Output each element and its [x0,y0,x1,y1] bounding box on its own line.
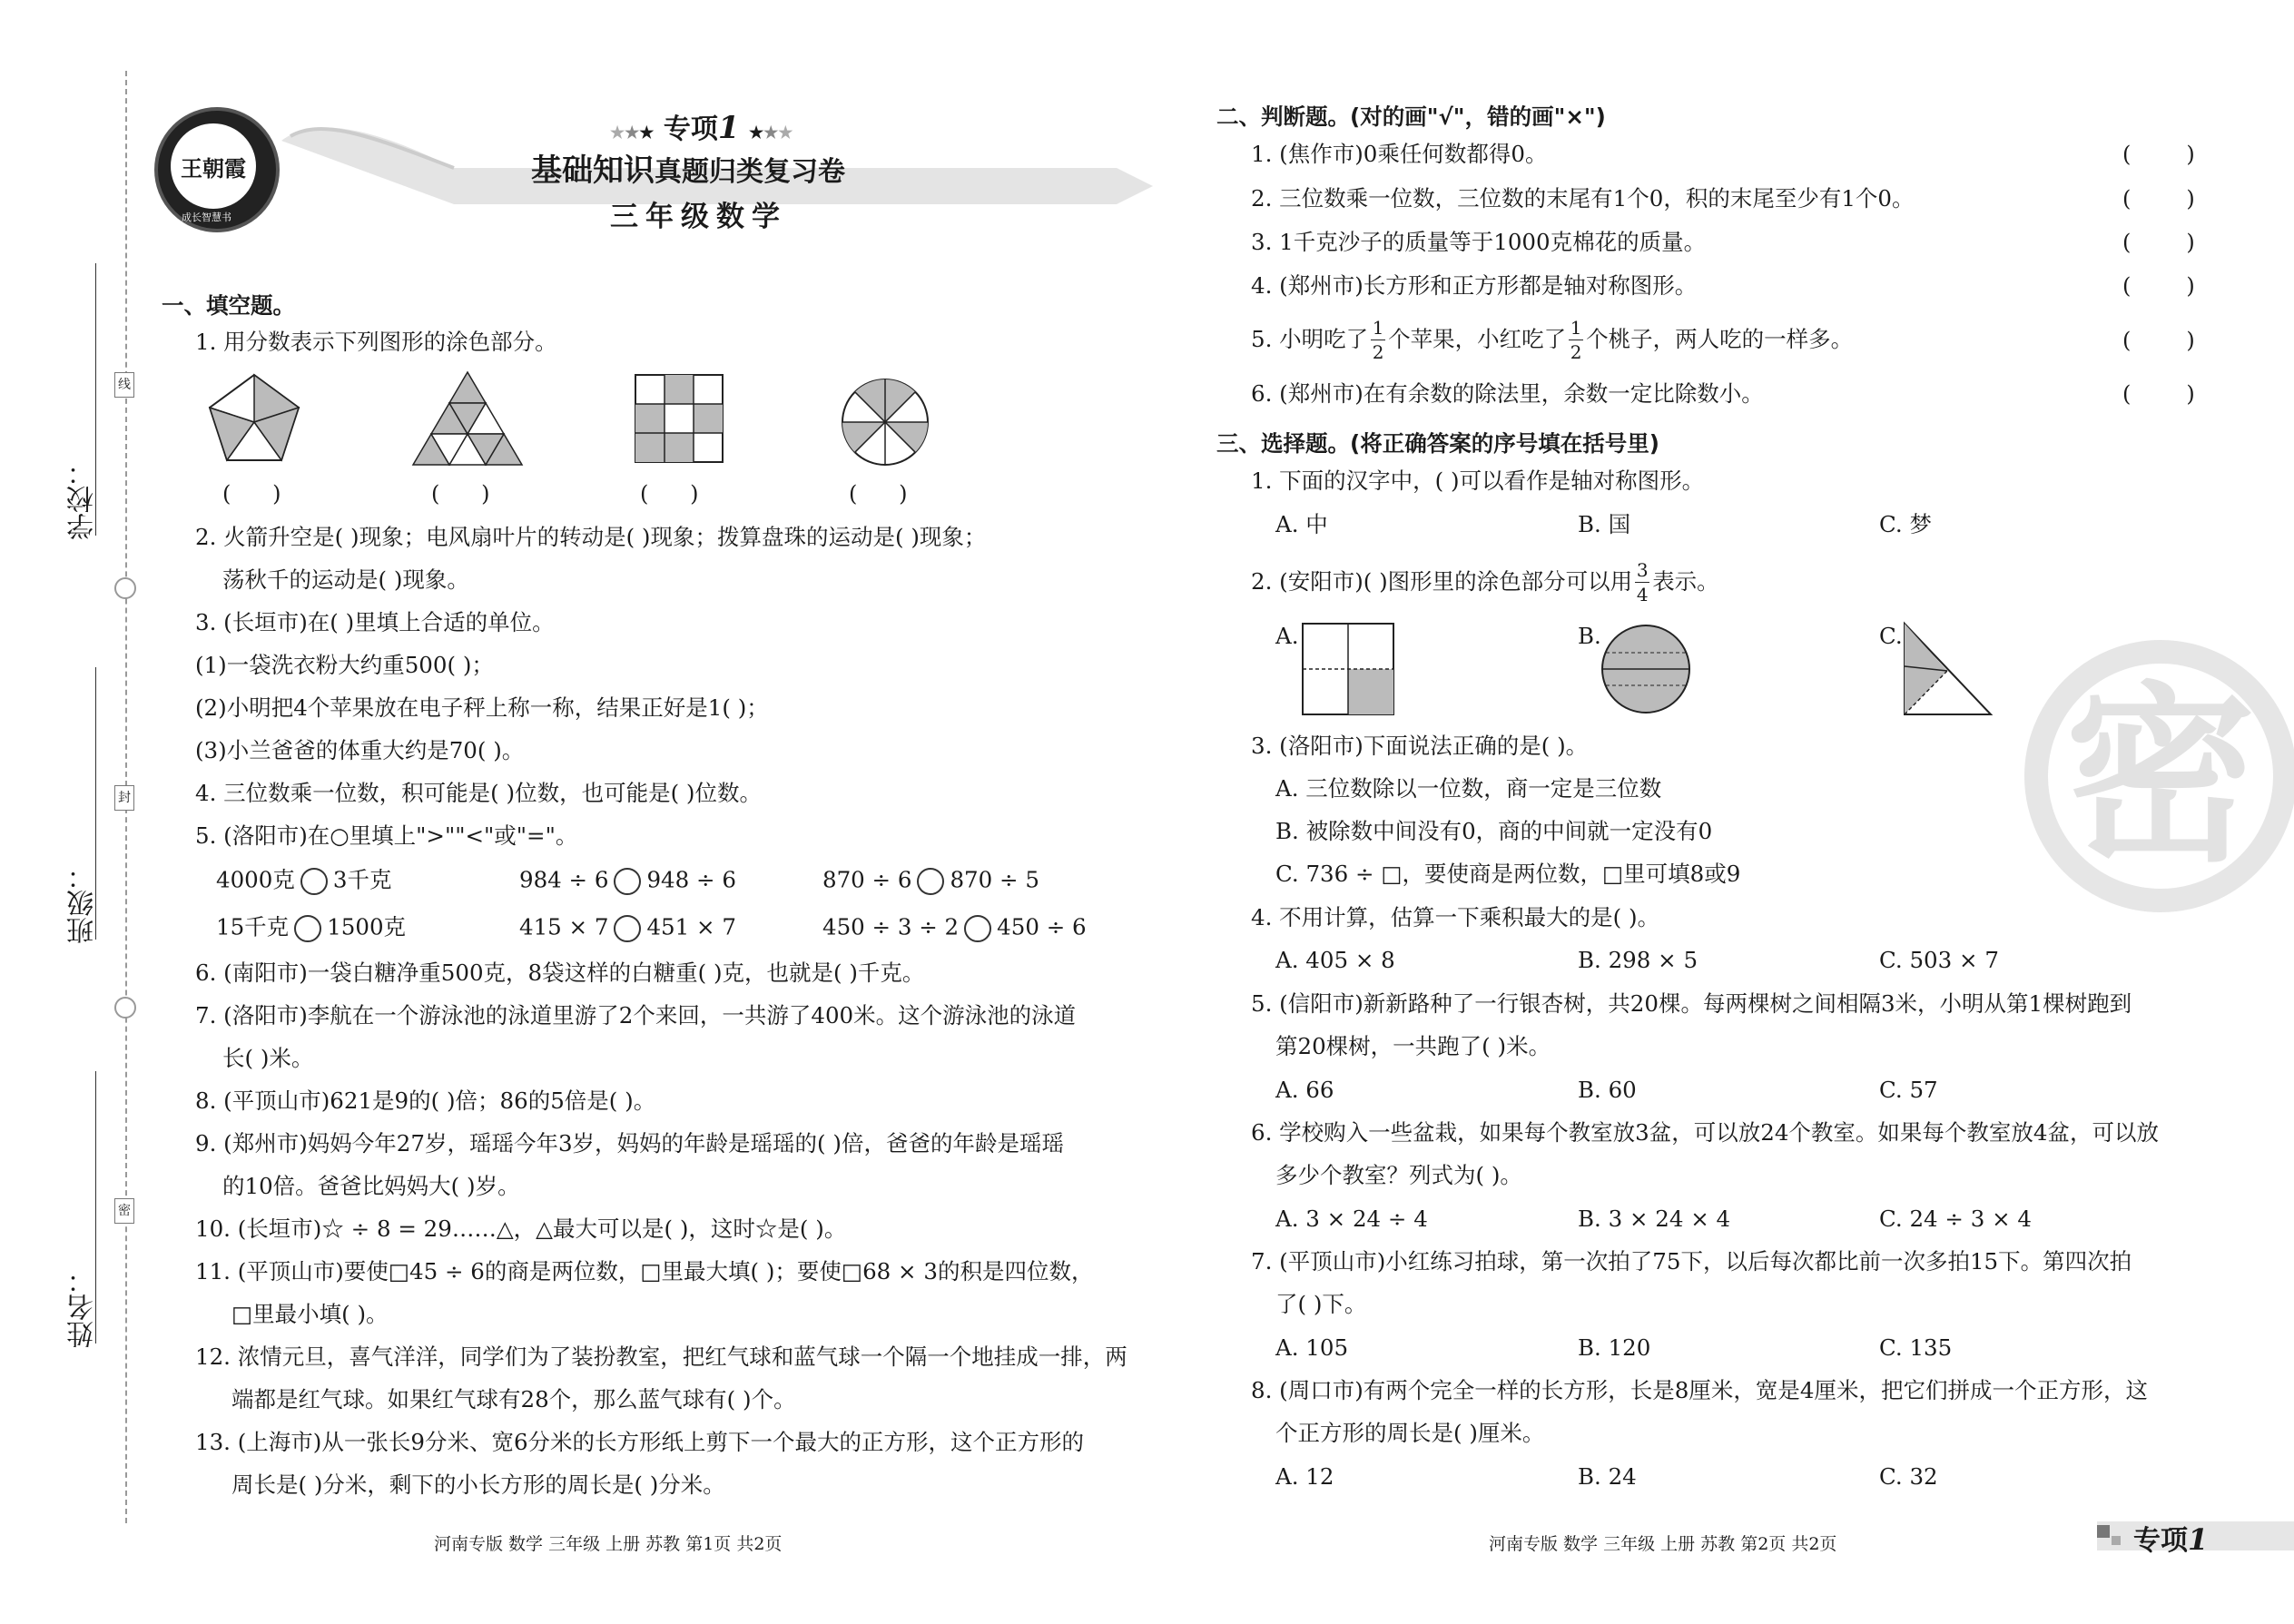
q5-item: 15千克 1500克 [216,915,406,942]
q13-text: 13. (上海市)从一张长9分米、宽6分米的长方形纸上剪下一个最大的正方形，这个正方形的 [195,1429,1085,1455]
section-tab [2133,1518,2208,1558]
c7-text: 7. (平顶山市)小红练习拍球，第一次拍了75下，以后每次都比前一次多拍15下。第四次拍 [1251,1248,2132,1275]
section-choice-heading: 三、选择题。(将正确答案的序号填在括号里) [1216,430,1659,457]
compare-circle[interactable] [964,915,991,942]
c2-option-b[interactable]: B. [1578,623,1601,649]
q5-item: 450 ÷ 3 ÷ 2 450 ÷ 6 [822,915,1087,942]
c1-text: 1. 下面的汉字中，( )可以看作是轴对称图形。 [1251,468,1705,494]
square-quarter-figure [1303,624,1393,714]
left-footer: 河南专版 数学 三年级 上册 苏教 第1页 共2页 [434,1534,783,1554]
logo-inner [171,123,256,209]
q11-text: 11. (平顶山市)要使□45 ÷ 6的商是两位数，□里最大填( )；要使□68 × 3的积是四位数， [195,1258,1094,1284]
q12-text: 12. 浓情元旦，喜气洋洋，同学们为了装扮教室，把红气球和蓝气球一个隔一个地挂成一排，两 [195,1343,1127,1370]
q3-3-text: (3)小兰爸爸的体重大约是70( )。 [195,737,525,763]
q10-text: 10. (长垣市)☆ ÷ 8 = 29……△，△最大可以是( )，这时☆是( )。 [195,1216,847,1242]
special-label: 专项 [663,113,718,145]
compare-circle[interactable] [614,915,641,942]
judge-answer-blank[interactable]: ( ) [2122,328,2195,353]
special-number: 1 [717,110,740,146]
pentagon-figure [210,375,299,460]
binding-knot-icon [114,577,136,599]
q5-item: 4000克 3千克 [216,868,391,895]
c1-option-b[interactable]: B. 国 [1578,511,1631,537]
c3-option-b[interactable]: B. 被除数中间没有0，商的中间就一定没有0 [1275,818,1713,844]
watermark-text: 密 [2064,665,2256,888]
tab-squares-icon [2097,1525,2110,1538]
section-tab-label: 专项 [2133,1525,2188,1557]
c4-option-a[interactable]: A. 405 × 8 [1275,947,1395,973]
c1-option-a[interactable]: A. 中 [1275,511,1328,537]
binding-mark-line: 线 [114,372,134,398]
name-label: 姓名： [67,1266,99,1348]
c5-option-b[interactable]: B. 60 [1578,1077,1637,1103]
c8-text-cont: 个正方形的周长是( )厘米。 [1275,1420,1545,1446]
compare-circle[interactable] [294,915,321,942]
q7-text-cont: 长( )米。 [222,1045,314,1071]
judge-2: 2. 三位数乘一位数，三位数的末尾有1个0，积的末尾至少有1个0。 [1251,185,1915,212]
triangle-split-figure [1905,624,1991,714]
q1-text: 1. 用分数表示下列图形的涂色部分。 [195,329,557,355]
q1-figures [200,368,953,477]
judge-5: 5. 小明吃了 $\frac{1}{2}$ 个苹果，小红吃了 $\frac{1}{2}$ 个桃子，两人吃的一样多。 [1251,317,1854,363]
judge-answer-blank[interactable]: ( ) [2122,230,2195,255]
c2-option-a[interactable]: A. [1275,623,1299,649]
c6-text-cont: 多少个教室？列式为( )。 [1275,1162,1522,1188]
compare-circle[interactable] [614,868,641,895]
c6-text: 6. 学校购入一些盆栽，如果每个教室放3盆，可以放24个教室。如果每个教室放4盆，可以放 [1251,1119,2160,1146]
c4-text: 4. 不用计算，估算一下乘积最大的是( )。 [1251,904,1660,930]
judge-6: 6. (郑州市)在有余数的除法里，余数一定比除数小。 [1251,380,1764,407]
c5-option-c[interactable]: C. 57 [1879,1077,1938,1103]
section-tab-number: 1 [2188,1522,2209,1557]
logo-small-text: 成长智慧书 [182,212,231,223]
c2-option-c[interactable]: C. [1879,623,1903,649]
q9-text-cont: 的10倍。爸爸比妈妈大( )岁。 [222,1173,520,1199]
c6-option-a[interactable]: A. 3 × 24 ÷ 4 [1275,1206,1428,1232]
c4-option-c[interactable]: C. 503 × 7 [1879,947,1999,973]
c5-text: 5. (信阳市)新新路种了一行银杏树，共20棵。每两棵树之间相隔3米，小明从第1棵树跑到 [1251,990,2132,1017]
c7-option-b[interactable]: B. 120 [1578,1334,1651,1361]
c8-option-b[interactable]: B. 24 [1578,1463,1637,1490]
q5-text: 5. (洛阳市)在○里填上">""<"或"="。 [195,822,578,849]
binding-knot-icon [114,997,136,1019]
c5-text-cont: 第20棵树，一共跑了( )米。 [1275,1033,1551,1059]
c2-figures [1298,619,2006,719]
section-fill-heading: 一、填空题。 [162,292,295,319]
c2-text: 2. (安阳市)( )图形里的涂色部分可以用 $\frac{3}{4}$ 表示。 [1251,559,1719,605]
circle-stripes-figure [1602,625,1689,713]
q2-text: 2. 火箭升空是( )现象；电风扇叶片的转动是( )现象；拨算盘珠的运动是( )现象； [195,524,987,550]
c3-text: 3. (洛阳市)下面说法正确的是( )。 [1251,733,1589,759]
q4-text: 4. 三位数乘一位数，积可能是( )位数，也可能是( )位数。 [195,780,762,806]
logo-text: 王朝霞 [181,155,246,182]
q3-1-text: (1)一袋洗衣粉大约重500( )； [195,652,494,678]
c7-option-a[interactable]: A. 105 [1275,1334,1349,1361]
c4-option-b[interactable]: B. 298 × 5 [1578,947,1698,973]
judge-answer-blank[interactable]: ( ) [2122,273,2195,299]
q1-answer-blank[interactable]: ( ) [222,481,281,507]
q3-text: 3. (长垣市)在( )里填上合适的单位。 [195,609,555,635]
q5-item: 984 ÷ 6 948 ÷ 6 [519,868,736,895]
binding-mark-secret: 密 [114,1198,134,1224]
class-label: 班级： [67,862,99,944]
page-title [531,145,845,190]
compare-circle[interactable] [300,868,328,895]
c8-text: 8. (周口市)有两个完全一样的长方形，长是8厘米，宽是4厘米，把它们拼成一个正方形，这 [1251,1377,2148,1403]
star-icon: ★ [625,123,640,143]
q13-text-cont: 周长是( )分米，剩下的小长方形的周长是( )分米。 [231,1471,725,1498]
judge-3: 3. 1千克沙子的质量等于1000克棉花的质量。 [1251,229,1707,255]
q7-text: 7. (洛阳市)李航在一个游泳池的泳道里游了2个来回，一共游了400米。这个游泳池的泳道 [195,1002,1077,1029]
q11-text-cont: □里最小填( )。 [231,1301,389,1327]
q3-2-text: (2)小明把4个苹果放在电子秤上称一称，结果正好是1( )； [195,694,769,721]
q6-text: 6. (南阳市)一袋白糖净重500克，8袋这样的白糖重( )克，也就是( )千克。 [195,960,925,986]
judge-answer-blank[interactable]: ( ) [2122,186,2195,212]
judge-answer-blank[interactable]: ( ) [2122,142,2195,167]
fraction-three-quarters: $\frac{3}{4}$ [1636,559,1649,605]
school-label: 学校： [67,458,99,540]
square-grid-figure [635,375,723,462]
compare-circle[interactable] [917,868,944,895]
q2-text-cont: 荡秋千的运动是( )现象。 [222,566,469,593]
star-icon: ★ [610,123,625,143]
special-heading [610,106,793,146]
c8-option-a[interactable]: A. 12 [1275,1463,1334,1490]
star-icon: ★ [749,123,764,143]
c3-option-c[interactable]: C. 736 ÷ □，要使商是两位数，□里可填8或9 [1275,861,1741,887]
section-judge-heading: 二、判断题。(对的画"√"，错的画"×") [1216,103,1606,130]
watermark-seal [2024,640,2294,912]
q12-text-cont: 端都是红气球。如果红气球有28个，那么蓝气球有( )个。 [231,1386,796,1412]
judge-answer-blank[interactable]: ( ) [2122,381,2195,407]
c7-option-c[interactable]: C. 135 [1879,1334,1953,1361]
q1-answer-blank[interactable]: ( ) [431,481,490,507]
c5-option-a[interactable]: A. 66 [1275,1077,1334,1103]
page-subtitle: 三年级数学 [610,201,787,233]
q9-text: 9. (郑州市)妈妈今年27岁，瑶瑶今年3岁，妈妈的年龄是瑶瑶的( )倍，爸爸的年龄是瑶瑶 [195,1130,1064,1156]
star-icon: ★ [763,123,779,143]
judge-1: 1. (焦作市)0乘任何数都得0。 [1251,141,1548,167]
q8-text: 8. (平顶山市)621是9的( )倍；86的5倍是( )。 [195,1088,656,1114]
fraction-half: $\frac{1}{2}$ [1570,317,1582,363]
c1-option-c[interactable]: C. 梦 [1879,511,1932,537]
c3-option-a[interactable]: A. 三位数除以一位数，商一定是三位数 [1275,775,1662,802]
q5-item: 870 ÷ 6 870 ÷ 5 [822,868,1039,895]
star-icon: ★ [639,123,655,143]
q5-item: 415 × 7 451 × 7 [519,915,736,942]
right-footer: 河南专版 数学 三年级 上册 苏教 第2页 共2页 [1489,1534,1837,1554]
title-bold: 基础知识 [531,153,655,189]
fraction-half: $\frac{1}{2}$ [1372,317,1384,363]
c7-text-cont: 了( )下。 [1275,1291,1367,1317]
judge-4: 4. (郑州市)长方形和正方形都是轴对称图形。 [1251,272,1698,299]
q1-answer-blank[interactable]: ( ) [849,481,908,507]
c8-option-c[interactable]: C. 32 [1879,1463,1938,1490]
c6-option-b[interactable]: B. 3 × 24 × 4 [1578,1206,1731,1232]
c6-option-c[interactable]: C. 24 ÷ 3 × 4 [1879,1206,2033,1232]
star-icon: ★ [778,123,793,143]
triangle-figure [413,372,522,465]
circle-sector-figure [842,379,928,465]
binding-mark-seal: 封 [114,785,134,811]
title-rest: 真题归类复习卷 [655,156,845,188]
q1-answer-blank[interactable]: ( ) [640,481,699,507]
tab-squares-icon [2112,1536,2121,1545]
